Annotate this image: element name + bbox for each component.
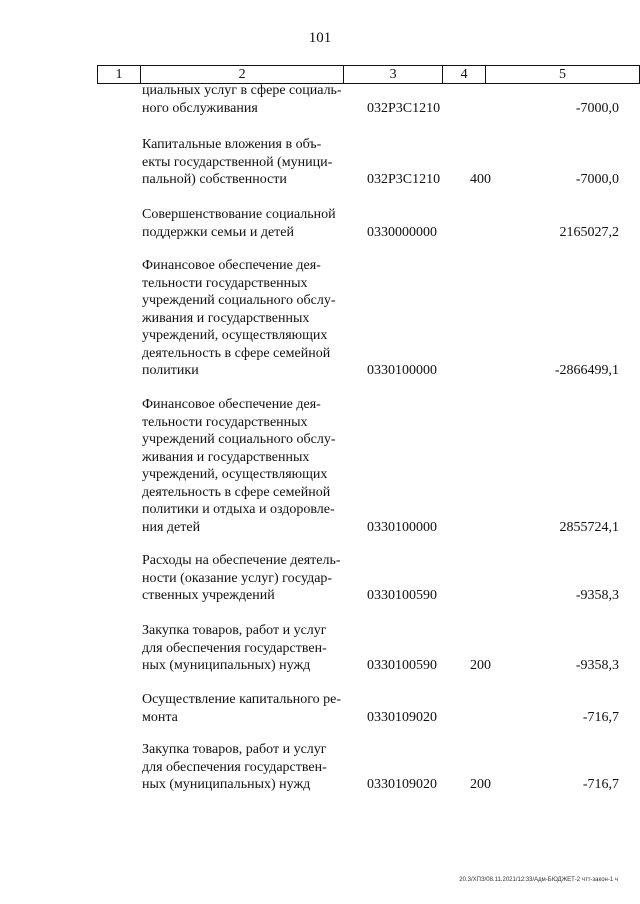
row-code: 0330109020 (367, 777, 437, 792)
column-header-1: 1 (98, 66, 141, 84)
row-code: 0330100590 (367, 658, 437, 673)
column-header-4: 4 (443, 66, 486, 84)
row-amount: 2855724,1 (559, 519, 619, 535)
row-description: Закупка товаров, работ и услуг для обеспечения государствен- ных (муниципальных) нужд (142, 742, 327, 792)
row-description: Осуществление капитального ре- монта (142, 692, 342, 725)
row-amount: -9358,3 (575, 658, 619, 673)
row-description: Расходы на обеспечение деятель- ности (оказание услуг) государ- ственных учреждений (142, 553, 341, 603)
row-amount: -2866499,1 (554, 363, 619, 378)
column-header-3: 3 (344, 66, 443, 84)
row-amount: -7000,0 (575, 100, 619, 116)
row-code: 0330000000 (367, 224, 437, 240)
row-code: 032P3C1210 (367, 172, 441, 187)
row-expense-type: 200 (470, 777, 491, 792)
row-expense-type: 400 (470, 172, 491, 187)
row-description: Закупка товаров, работ и услуг для обеспечения государствен- ных (муниципальных) нужд (142, 623, 327, 673)
row-amount: -7000,0 (575, 172, 619, 187)
column-header-2: 2 (141, 66, 344, 84)
row-amount: -9358,3 (575, 588, 619, 603)
page-number: 101 (308, 30, 332, 46)
row-description: Финансовое обеспечение дея- тельности государственных учреждений социального обслу- живания и государственных учреждений, осуществляющих деятельность в сфере семейной политики и отдыха и оздоровле- ния детей (142, 397, 336, 535)
row-amount: 2165027,2 (559, 224, 619, 240)
row-amount: -716,7 (582, 777, 619, 792)
row-code: 0330100000 (367, 363, 437, 378)
row-code: 0330100590 (367, 588, 437, 603)
row-description: Совершенствование социальной поддержки семьи и детей (142, 207, 336, 240)
row-description: Капитальные вложения в объ- екты государственной (муници- пальной) собственности (142, 137, 333, 187)
row-code: 0330109020 (367, 709, 437, 725)
row-code: 0330100000 (367, 519, 437, 535)
row-code: 032P3C1210 (367, 100, 441, 116)
document-footer: 20.3/ХПЗ/08.11.2021/12:33/Адм-БЮДЖЕТ-2 чтт-закон-1 ч (459, 877, 618, 883)
column-header-5: 5 (486, 66, 640, 84)
row-expense-type: 200 (470, 658, 491, 673)
row-description: Финансовое обеспечение дея- тельности государственных учреждений социального обслу- живания и государственных учреждений, осуществляющих деятельность в сфере семейной политики (142, 258, 336, 378)
row-description: циальных услуг в сфере социаль- ного обслуживания (142, 83, 342, 116)
row-amount: -716,7 (582, 709, 619, 725)
